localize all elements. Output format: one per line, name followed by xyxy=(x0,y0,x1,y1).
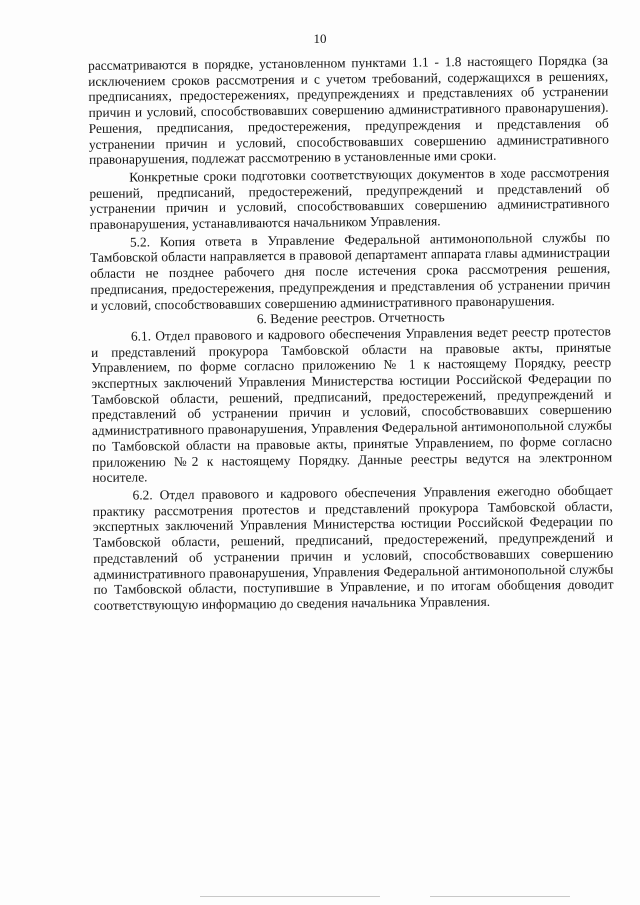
scan-artifact-line xyxy=(430,896,570,897)
paragraph-5-2: 5.2. Копия ответа в Управление Федеральной антимонопольной службы по Тамбовской области направляется в правовой департамент аппарата главы администрации области не позднее рабочего дня после истечения срока рассмотрения решения, предписания, предостережения, предупреждения и представления об устранении причин и условий, способствовавших совершению административного правонарушения. xyxy=(90,229,611,313)
paragraph-6-1: 6.1. Отдел правового и кадрового обеспечения Управления ведет реестр протестов и представлений прокурора Тамбовской области на правовые акты, принятые Управлением, по форме согласно приложению № 1 к настоящему Порядку, реестр экспертных заключений Управления Министерства юстиции Российской Федерации по Тамбовской области, решений, предписаний, предостережений, предупреждений и представлений об устранении причин и условий, способствовавших совершению административного правонарушения, Управления Федеральной антимонопольной службы по Тамбовской области на правовые акты, принятые Управлением, по форме согласно приложению №2 к настоящему Порядку. Данные реестры ведутся на электронном носителе. xyxy=(91,323,613,486)
paragraph-continuation: рассматриваются в порядке, установленном пунктами 1.1 - 1.8 настоящего Порядка (за исключением сроков рассмотрения и с учетом требований, содержащихся в решениях, предписаниях, предостережениях, предупреждениях и представлениях об устранении причин и условий, способствовавших совершению административного правонарушения). Решения, предписания, предостережения, предупреждения и представления об устранении причин и условий, способствовавших совершению административного правонарушения, подлежат рассмотрению в установленные ими сроки. xyxy=(88,52,609,168)
paragraph-6-2: 6.2. Отдел правового и кадрового обеспечения Управления ежегодно обобщает практику рассмотрения протестов и представлений прокурора Тамбовской области, экспертных заключений Управления Министерства юстиции Российской Федерации по Тамбовской области, решений, предписаний, предостережений, предупреждений и представлений об устранении причин и условий, способствовавших совершению административного правонарушения, Управления Федеральной антимонопольной службы по Тамбовской области, поступившие в Управление, и по итогам обобщения доводит соответствующую информацию до сведения начальника Управления. xyxy=(92,482,614,613)
scan-artifact-line xyxy=(200,896,380,897)
document-body xyxy=(88,53,614,614)
page-number: 10 xyxy=(313,31,327,46)
paragraph-deadlines: Конкретные сроки подготовки соответствующих документов в ходе рассмотрения решений, предписаний, предостережений, предупреждений и представлений об устранении причин и условий, способствовавших совершению административного правонарушения, устанавливаются начальником Управления. xyxy=(89,164,610,233)
section-heading: 6. Ведение реестров. Отчетность xyxy=(256,309,445,327)
